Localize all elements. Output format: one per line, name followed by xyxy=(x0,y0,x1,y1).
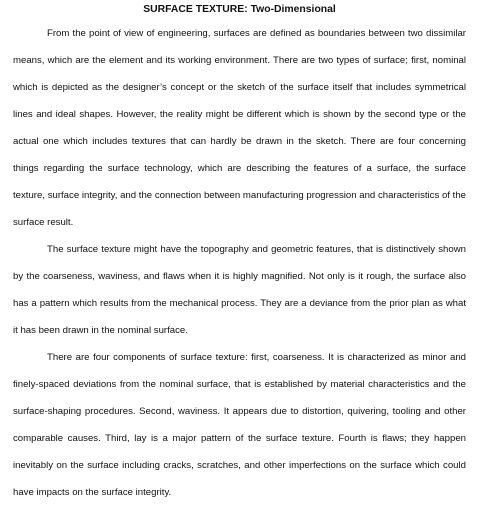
paragraph-surface-texture: The surface texture might have the topography and geometric features, that is distinctively shown by the coarseness, waviness, and flaws when it is highly magnified. Not only is it rough, the surface also has a pattern which results from the mechanical process. They are a deviance from the prior plan as what it has been drawn in the nominal surface. xyxy=(13,244,466,336)
paragraph-texture-components: There are four components of surface texture: first, coarseness. It is characterized as minor and finely-spaced deviations from the nominal surface, that is established by material characteristics and the surface-shaping procedures. Second, waviness. It appears due to distortion, quivering, tooling and other comparable causes. Third, lay is a major pattern of the surface texture. Fourth is flaws; they happen inevitably on the surface including cracks, scratches, and other imperfections on the surface which could have impacts on the surface integrity. xyxy=(13,352,466,498)
paragraph-surface-definition: From the point of view of engineering, surfaces are defined as boundaries between two dissimilar means, which are the element and its working environment. There are two types of surface; first, nominal which is depicted as the designer’s concept or the sketch of the surface itself that includes symmetrical lines and ideal shapes. However, the reality might be different which is shown by the second type or the actual one which includes textures that can hardly be drawn in the sketch. There are four concerning things regarding the surface technology, which are describing the features of a surface, the surface texture, surface integrity, and the connection between manufacturing progression and characteristics of the surface result. xyxy=(13,28,466,228)
document-title: SURFACE TEXTURE: Two-Dimensional xyxy=(143,4,336,15)
